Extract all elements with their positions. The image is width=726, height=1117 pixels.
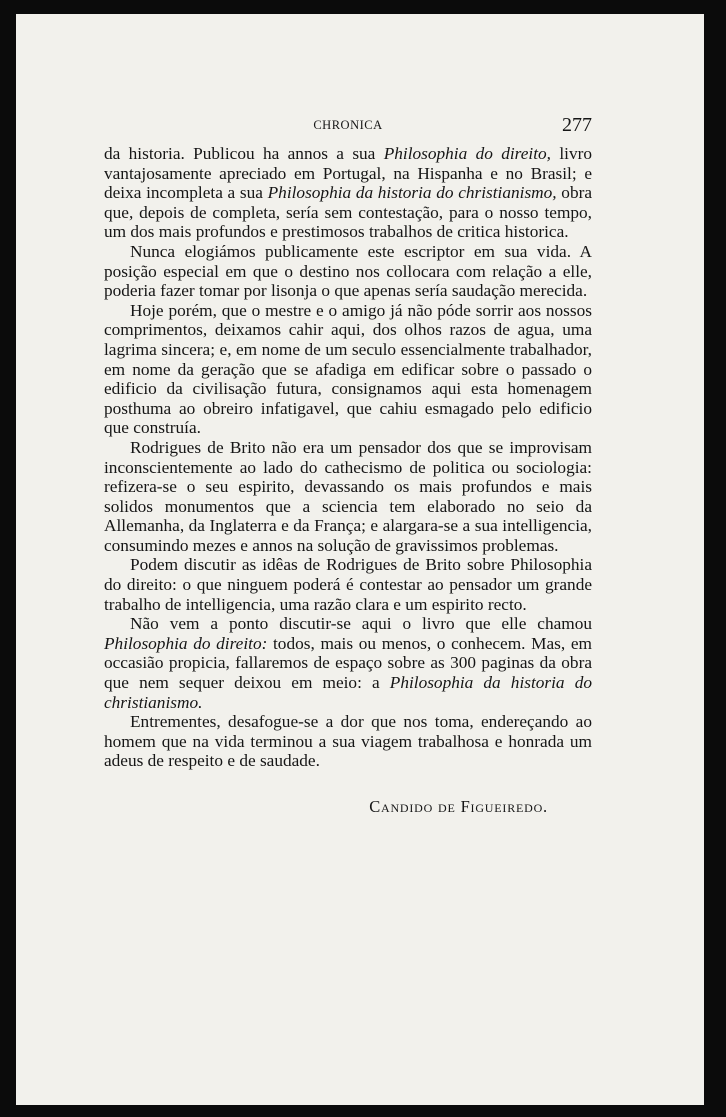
paragraph-3: Hoje porém, que o mestre e o amigo já não póde sorrir aos nossos comprimentos, deixamos cahir aqui, dos olhos razos de agua, uma lagrima sincera; e, em nome de um seculo essencialmente trabalhador, em nome da geração que se afadiga em edificar sobre o passado o edificio da civilisação futura, consignamos aqui esta homenagem posthuma ao obreiro infatigavel, que cahiu esmagado pelo edificio que construía. [104, 300, 592, 438]
running-title: CHRONICA [313, 118, 383, 132]
page-content [104, 114, 592, 817]
paragraph-6 [104, 614, 592, 712]
running-head [104, 114, 592, 144]
page-sheet [16, 14, 704, 1105]
paragraph-6-italic-a: Philosophia do direito: [104, 633, 268, 653]
paragraph-6-text-b: todos, mais ou menos, o conhecem. Mas, em occasião propicia, fallaremos de espaço sobre as 300 paginas da obra que nem sequer deixou em meio: a [104, 633, 592, 693]
paragraph-1-italic-a: Philosophia do direito, [383, 144, 551, 163]
paragraph-6-italic-b: Philosophia da historia do christianismo. [104, 673, 592, 712]
paragraph-6-text-a: Não vem a ponto discutir-se aqui o livro que elle chamou [130, 614, 592, 634]
page-number: 277 [562, 114, 592, 136]
paragraph-2: Nunca elogiámos publicamente este escriptor em sua vida. A posição especial em que o destino nos collocara com relação a elle, poderia fazer tomar por lisonja o que apenas sería saudação merecida. [104, 241, 592, 301]
paragraph-5: Podem discutir as idêas de Rodrigues de Brito sobre Philosophia do direito: o que ninguem poderá é contestar ao pensador um grande trabalho de intelligencia, uma razão clara e um espirito recto. [104, 555, 592, 614]
author-signature: Candido de Figueiredo. [369, 797, 548, 816]
paragraph-1-text-c: obra que, depois de completa, sería sem contestação, para o nosso tempo, um dos mais profundos e prestimosos trabalhos de critica historica. [104, 183, 593, 242]
article-body [104, 144, 592, 771]
paragraph-1 [104, 144, 592, 242]
paragraph-4: Rodrigues de Brito não era um pensador dos que se improvisam inconscientemente ao lado do cathecismo de politica ou sociologia: refizera-se o seu espirito, devassando os mais profundos e mais solidos monumentos que a sciencia tem elaborado no seio da Allemanha, da Inglaterra e da França; e alargara-se a sua intelligencia, consumindo mezes e annos na solução de gravissimos problemas. [104, 437, 592, 555]
paragraph-1-italic-b: Philosophia da historia do christianismo, [267, 183, 557, 203]
paragraph-1-text-a: da historia. Publicou ha annos a sua [104, 144, 384, 163]
paragraph-1-text-b: livro vantajosamente apreciado em Portugal, na Hispanha e no Brasil; e deixa incompleta a sua [104, 144, 592, 203]
paragraph-7: Entrementes, desafogue-se a dor que nos toma, endereçando ao homem que na vida terminou a sua viagem trabalhosa e honrada um adeus de respeito e de saudade. [104, 712, 592, 771]
